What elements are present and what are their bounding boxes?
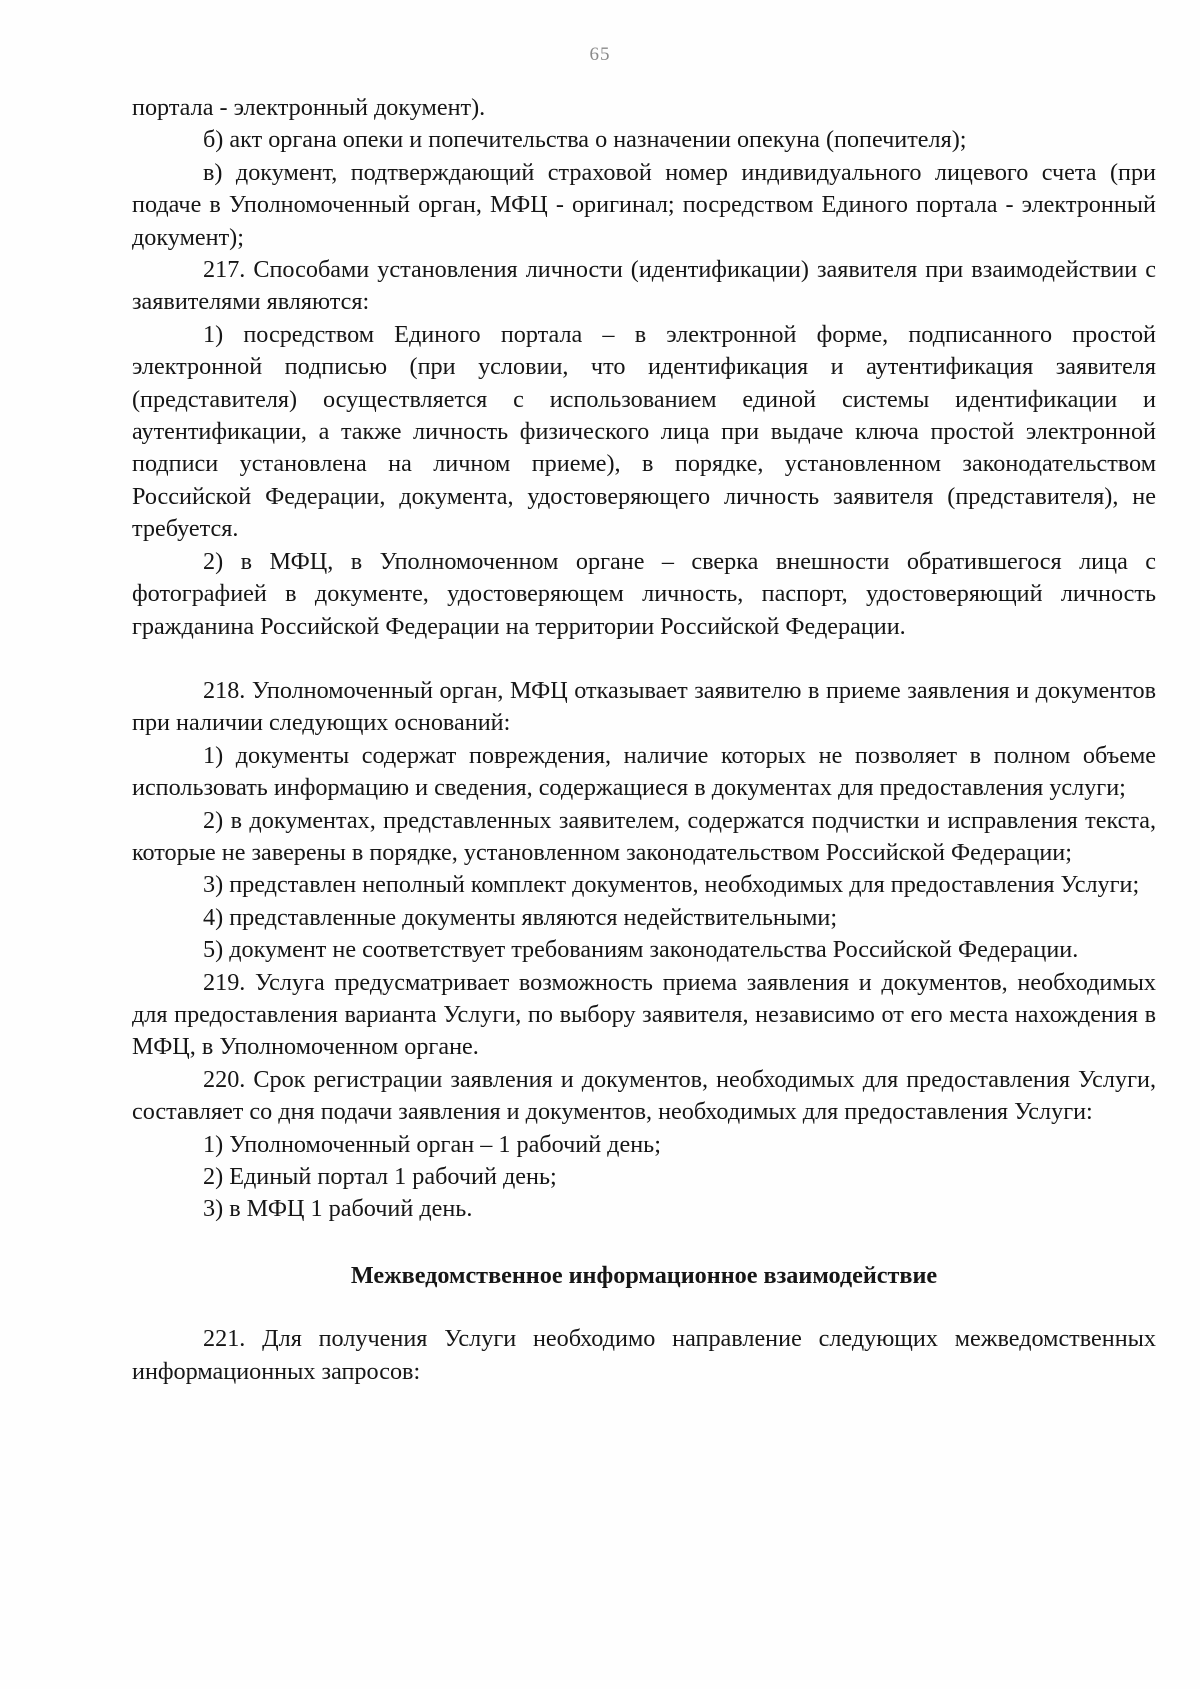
paragraph-220-item-3: 3) в МФЦ 1 рабочий день. [203,1195,473,1223]
paragraph-218: 218. Уполномоченный орган, МФЦ отказывает заявителю в приеме заявления и документов при наличии следующих оснований: [132,676,1156,737]
page-number: 65 [589,44,611,65]
paragraph-217-item-2: 2) в МФЦ, в Уполномоченном органе – сверка внешности обратившегося лица с фотографией в документе, удостоверяющем личность, паспорт, удостоверяющий личность гражданина Российской Федерации на территории Российской Федерации. [132,547,1156,640]
paragraph-item-b: б) акт органа опеки и попечительства о назначении опекуна (попечителя); [203,126,967,154]
paragraph-portal-doc: портала - электронный документ). [132,94,486,121]
paragraph-218-item-1: 1) документы содержат повреждения, наличие которых не позволяет в полном объеме использовать информацию и сведения, содержащиеся в документах для предоставления услуги; [132,741,1156,802]
paragraph-218-item-2: 2) в документах, представленных заявителем, содержатся подчистки и исправления текста, которые не заверены в порядке, установленном законодательством Российской Федерации; [132,806,1156,866]
paragraph-217-item-1: 1) посредством Единого портала – в электронной форме, подписанного простой электронной подписью (при условии, что идентификация и аутентификация заявителя (представителя) осуществляется с использованием единой системы идентификации и аутентификации, а также личность физического лица при выдаче ключа простой электронной подписи установлена на личном приеме), в порядке, установленном законодательством Российской Федерации, документа, удостоверяющего личность заявителя (представителя), не требуется. [132,320,1156,543]
paragraph-219: 219. Услуга предусматривает возможность приема заявления и документов, необходимых для предоставления варианта Услуги, по выбору заявителя, независимо от его места нахождения в МФЦ, в Уполномоченном органе. [132,968,1156,1061]
document-body [132,92,1156,1388]
paragraph-217: 217. Способами установления личности (идентификации) заявителя при взаимодействии с заявителями являются: [132,256,1156,316]
paragraph-218-item-3: 3) представлен неполный комплект документов, необходимых для предоставления Услуги; [203,871,1140,899]
paragraph-item-v: в) документ, подтверждающий страховой номер индивидуального лицевого счета (при подаче в Уполномоченный орган, МФЦ - оригинал; посредством Единого портала - электронный документ); [132,158,1156,251]
paragraph-221: 221. Для получения Услуги необходимо направление следующих межведомственных информационных запросов: [132,1325,1156,1385]
paragraph-220: 220. Срок регистрации заявления и документов, необходимых для предоставления Услуги, составляет со дня подачи заявления и документов, необходимых для предоставления Услуги: [132,1065,1156,1126]
section-heading: Межведомственное информационное взаимодействие [350,1261,938,1289]
paragraph-218-item-4: 4) представленные документы являются недействительными; [203,903,838,931]
paragraph-218-item-5: 5) документ не соответствует требованиям законодательства Российской Федерации. [203,936,1079,964]
paragraph-220-item-1: 1) Уполномоченный орган – 1 рабочий день; [203,1130,661,1158]
paragraph-220-item-2: 2) Единый портал 1 рабочий день; [203,1163,557,1190]
